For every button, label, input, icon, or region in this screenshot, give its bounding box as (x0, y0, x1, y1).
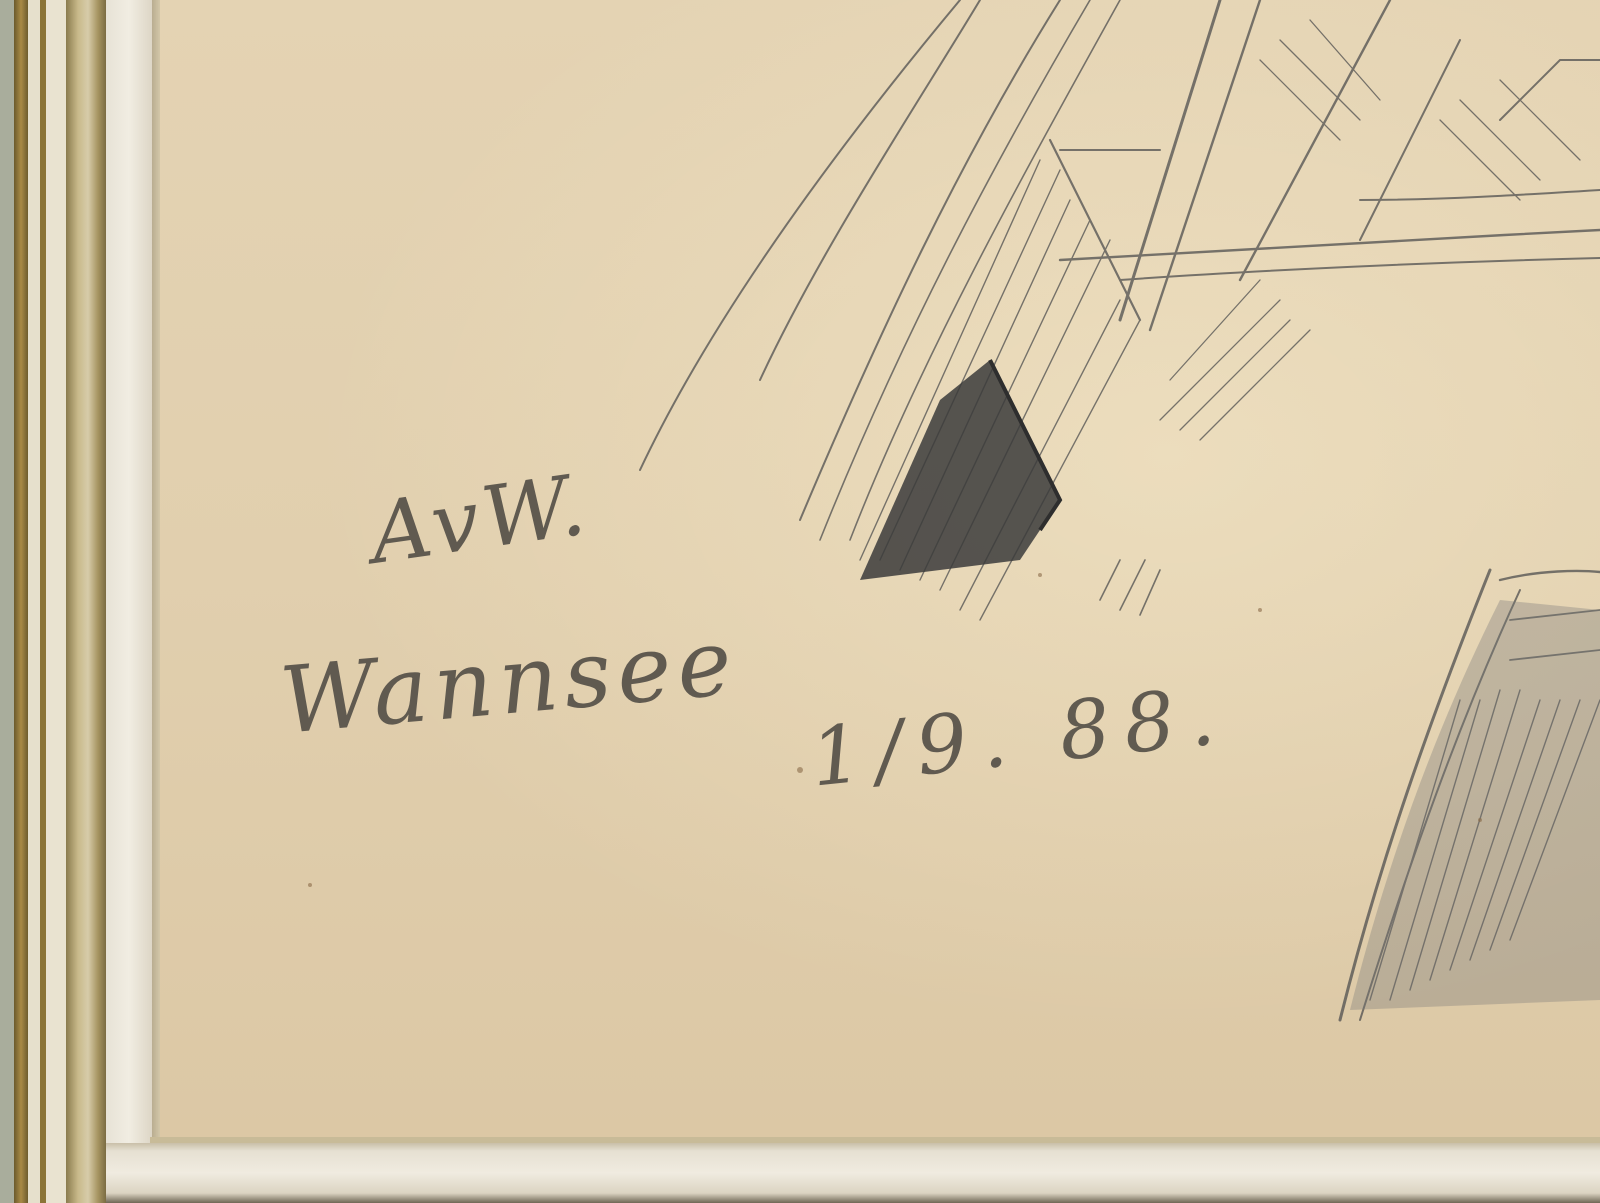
sketch-beam (1240, 0, 1390, 280)
sketch-beam (1360, 190, 1600, 200)
sketch-tick (1100, 560, 1160, 615)
paper-speck (308, 883, 312, 887)
sketch-arc-stroke (640, 0, 960, 470)
sketch-hull-shading (1350, 600, 1600, 1010)
inscription-date: 1/9. 88. (806, 668, 1233, 805)
paper-speck (797, 767, 803, 773)
frame-gold-band (14, 0, 28, 1203)
paper-speck (1258, 608, 1262, 612)
frame-cream-band-inner (46, 0, 66, 1203)
frame-gilt-moulding (66, 0, 106, 1203)
mat-board-bottom (106, 1143, 1600, 1203)
sketch-beam (1120, 258, 1600, 280)
sketch-shaded-block (860, 360, 1060, 580)
frame-cream-band (28, 0, 40, 1203)
paper-speck (1478, 818, 1482, 822)
sketch-beam (1050, 140, 1140, 320)
paper-speck (1038, 573, 1042, 577)
sketch-beam (1360, 40, 1460, 240)
inscription-place: Wannsee (276, 608, 742, 755)
sketch-paper (160, 0, 1600, 1137)
sketch-hatching (1160, 280, 1310, 440)
mat-board-left (106, 0, 152, 1203)
sketch-hatching (1260, 20, 1580, 200)
sketch-beam (1500, 60, 1600, 120)
frame-outer-band (0, 0, 14, 1203)
sketch-hull (1500, 571, 1600, 580)
signature-initials: AvW. (364, 455, 595, 583)
